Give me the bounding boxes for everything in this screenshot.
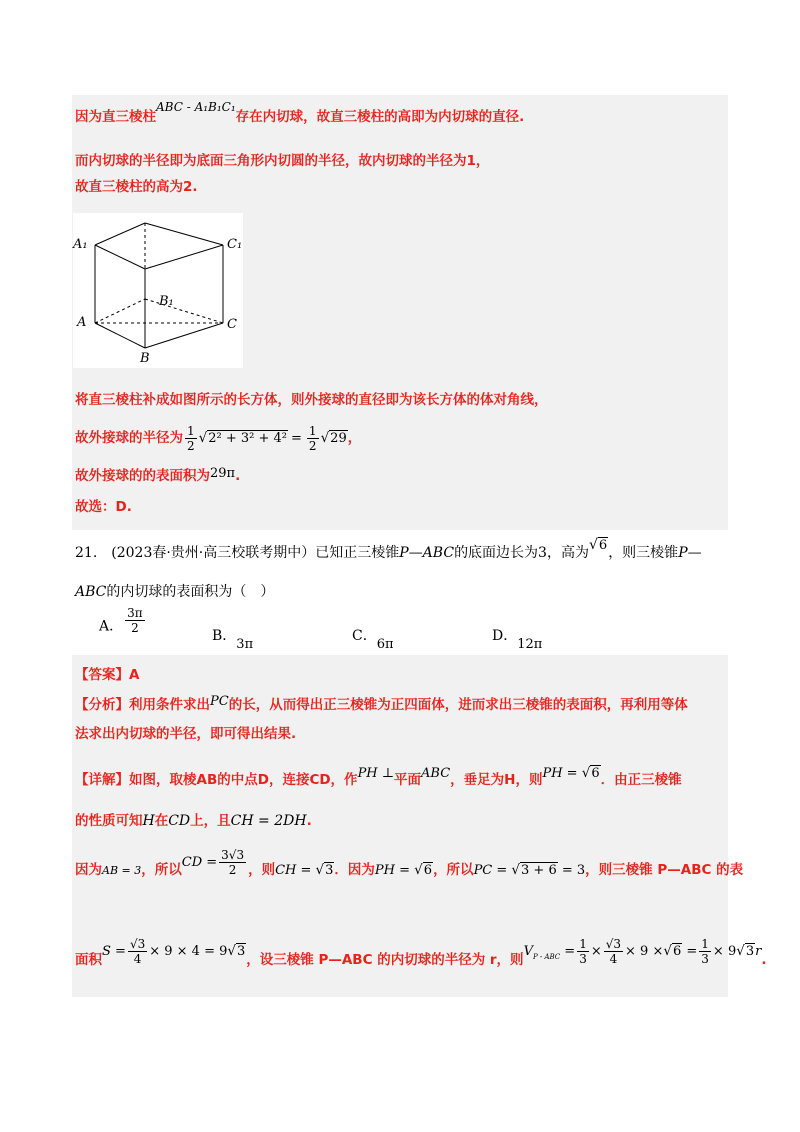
- radicand: 6: [598, 538, 608, 553]
- text: 而内切球的半径即为底面三角形内切圆的半径，故内切球的半径为1，: [75, 153, 490, 169]
- prism-figure: [73, 213, 243, 368]
- analysis-line-2: [75, 725, 296, 743]
- answer-line: [75, 666, 139, 684]
- radical: √: [663, 943, 672, 959]
- math: =: [682, 944, 698, 959]
- text: ，所以: [141, 862, 182, 878]
- sol1-line-7: [75, 498, 132, 516]
- math: PC: [210, 694, 229, 709]
- radical: √: [414, 862, 423, 878]
- radicand: 3: [236, 944, 246, 959]
- question-21-line-1: [75, 537, 702, 565]
- math: CH = 2DH: [230, 813, 307, 829]
- subscript: P - ABC: [532, 953, 561, 961]
- text: 平面: [394, 772, 422, 788]
- fraction-half: $\frac{1}{2}$: [308, 423, 317, 453]
- fraction: $\frac{√3}{4}$: [605, 936, 622, 966]
- math: ×: [590, 944, 602, 959]
- prism-label: ABC - A₁B₁C₁: [156, 100, 236, 114]
- math: × 9 × 4 = 9: [149, 944, 228, 959]
- math: CH =: [275, 863, 316, 878]
- text: 的底面边长为3，高为: [454, 545, 589, 561]
- text: 的内切球的表面积为（ ）: [106, 584, 275, 600]
- radicand: 29: [330, 431, 347, 446]
- text: 【详解】如图，取棱AB的中点D，连接CD，作: [75, 772, 358, 788]
- math: × 9 ×: [625, 944, 664, 959]
- text: .: [306, 813, 312, 829]
- fraction: $\frac{1}{3}$: [701, 936, 709, 966]
- text: 法求出内切球的半径，即可得出结果.: [75, 726, 297, 742]
- option-value: 12π: [517, 637, 543, 652]
- option-label: C．: [352, 628, 377, 644]
- text: 因为直三棱柱: [75, 109, 156, 125]
- text: 存在内切球，故直三棱柱的高即为内切球的直径.: [235, 109, 525, 125]
- sol1-line-6: [75, 467, 240, 486]
- hidden-edge: [95, 299, 145, 323]
- option-d[interactable]: [492, 625, 543, 652]
- option-a-fraction: $\frac{3\pi}{2}$: [127, 606, 143, 635]
- option-a[interactable]: [99, 606, 147, 641]
- fraction: $\frac{1}{3}$: [579, 936, 587, 966]
- detail-line-1: [75, 765, 682, 790]
- radicand: 6: [672, 944, 682, 959]
- fraction-half: $\frac{1}{2}$: [187, 423, 195, 453]
- sol1-line-4: [75, 391, 548, 409]
- math: PH =: [542, 766, 582, 781]
- sol1-line-5: [75, 420, 361, 456]
- math: PH ⊥: [357, 766, 395, 781]
- radicand: 6: [423, 863, 433, 878]
- radical: √: [588, 537, 598, 553]
- math: PC =: [473, 863, 512, 878]
- text: 故直三棱柱的高为2.: [75, 179, 198, 195]
- option-b[interactable]: [212, 625, 254, 652]
- math: ABC: [75, 584, 107, 600]
- detail-line-3: [75, 848, 743, 892]
- sol1-line-1: [75, 100, 525, 126]
- math: AB = 3: [102, 864, 142, 877]
- option-c[interactable]: [352, 625, 394, 652]
- label-a1: A₁: [73, 237, 88, 252]
- text: ，则: [248, 862, 276, 878]
- text: 因为: [75, 862, 102, 878]
- option-value: 3π: [236, 637, 254, 652]
- radical: √: [227, 943, 236, 959]
- label-a: A: [77, 315, 87, 330]
- text: .: [761, 952, 767, 968]
- option-value: 6π: [376, 637, 394, 652]
- math: r: [755, 944, 762, 959]
- math: CD: [168, 813, 191, 829]
- text: 在: [154, 813, 169, 829]
- sol1-line-2: [75, 152, 489, 170]
- text: 故选：D.: [75, 499, 132, 515]
- text: .: [235, 468, 241, 484]
- edge: [95, 223, 145, 245]
- radicand: 2² + 3² + 4²: [208, 431, 288, 446]
- answer: 【答案】A: [75, 667, 140, 683]
- math: =: [560, 944, 576, 959]
- radicand: 3: [745, 944, 755, 959]
- text: 故外接球的半径为: [75, 430, 183, 446]
- label-b1: B₁: [159, 294, 174, 309]
- edge: [145, 323, 223, 348]
- text: ，所以: [433, 862, 474, 878]
- text: ．因为: [334, 862, 375, 878]
- math: P—ABC: [399, 545, 455, 561]
- question-21-line-2: [75, 583, 274, 601]
- radicand: 3 + 6: [521, 863, 557, 878]
- hidden-edge: [145, 299, 223, 323]
- text: 故外接球的的表面积为: [75, 468, 210, 484]
- option-label: B．: [212, 628, 237, 644]
- text: 【分析】利用条件求出: [75, 697, 210, 713]
- volume-formula: [523, 936, 762, 966]
- text: 的长，从而得出正三棱锥为正四面体，进而求出三棱锥的表面积，再利用等体: [228, 697, 688, 713]
- radical: √: [581, 765, 591, 781]
- label-b: B: [140, 351, 150, 366]
- analysis-line-1: [75, 696, 688, 715]
- math: V: [523, 944, 533, 959]
- radical: √: [198, 430, 208, 446]
- math: S =: [102, 944, 126, 959]
- surface-area-value: 29π: [210, 466, 236, 481]
- radical: √: [511, 862, 521, 878]
- math: × 9: [712, 944, 737, 959]
- surface-formula: [102, 936, 246, 966]
- text: ，: [347, 430, 362, 446]
- text: ．由正三棱锥: [600, 772, 682, 788]
- edge: [145, 223, 223, 245]
- radical: √: [320, 430, 330, 446]
- math: = 3: [557, 863, 586, 878]
- detail-line-2: [75, 812, 312, 830]
- math: CD =: [181, 855, 218, 870]
- detail-line-4: [75, 938, 766, 982]
- text: ，则三棱锥 P—ABC 的表: [585, 862, 744, 878]
- radical: √: [736, 943, 745, 959]
- sol1-line-3: [75, 178, 198, 196]
- fraction: $\frac{√3}{4}$: [129, 936, 146, 966]
- radicand: 3: [325, 863, 334, 878]
- label-c1: C₁: [227, 237, 243, 252]
- edge: [95, 245, 145, 269]
- text: 面积: [75, 952, 102, 968]
- label-c: C: [227, 317, 237, 332]
- text: ，垂足为H，则: [450, 772, 543, 788]
- text: 将直三棱柱补成如图所示的长方体，则外接球的直径即为该长方体的体对角线，: [75, 392, 548, 408]
- edge: [95, 323, 145, 348]
- prism-diagram: [73, 213, 243, 368]
- text: 的性质可知: [75, 813, 143, 829]
- option-label: A．: [99, 618, 124, 635]
- option-label: D．: [492, 628, 518, 644]
- math: P—: [678, 545, 702, 561]
- text: ，设三棱锥 P—ABC 的内切球的半径为 r，则: [246, 952, 524, 968]
- text: 21. (2023春·贵州·高三校联考期中）已知正三棱锥: [75, 545, 400, 561]
- math: PH =: [374, 863, 415, 878]
- radicand: 6: [591, 766, 600, 781]
- math: H: [142, 813, 155, 829]
- radical: √: [315, 862, 325, 878]
- text: ，则三棱锥: [608, 545, 679, 561]
- math: ABC: [421, 766, 451, 781]
- edge: [145, 245, 223, 269]
- equals: =: [291, 431, 302, 446]
- fraction: $\frac{3√3}{2}$: [221, 847, 245, 877]
- text: 上，且: [190, 813, 231, 829]
